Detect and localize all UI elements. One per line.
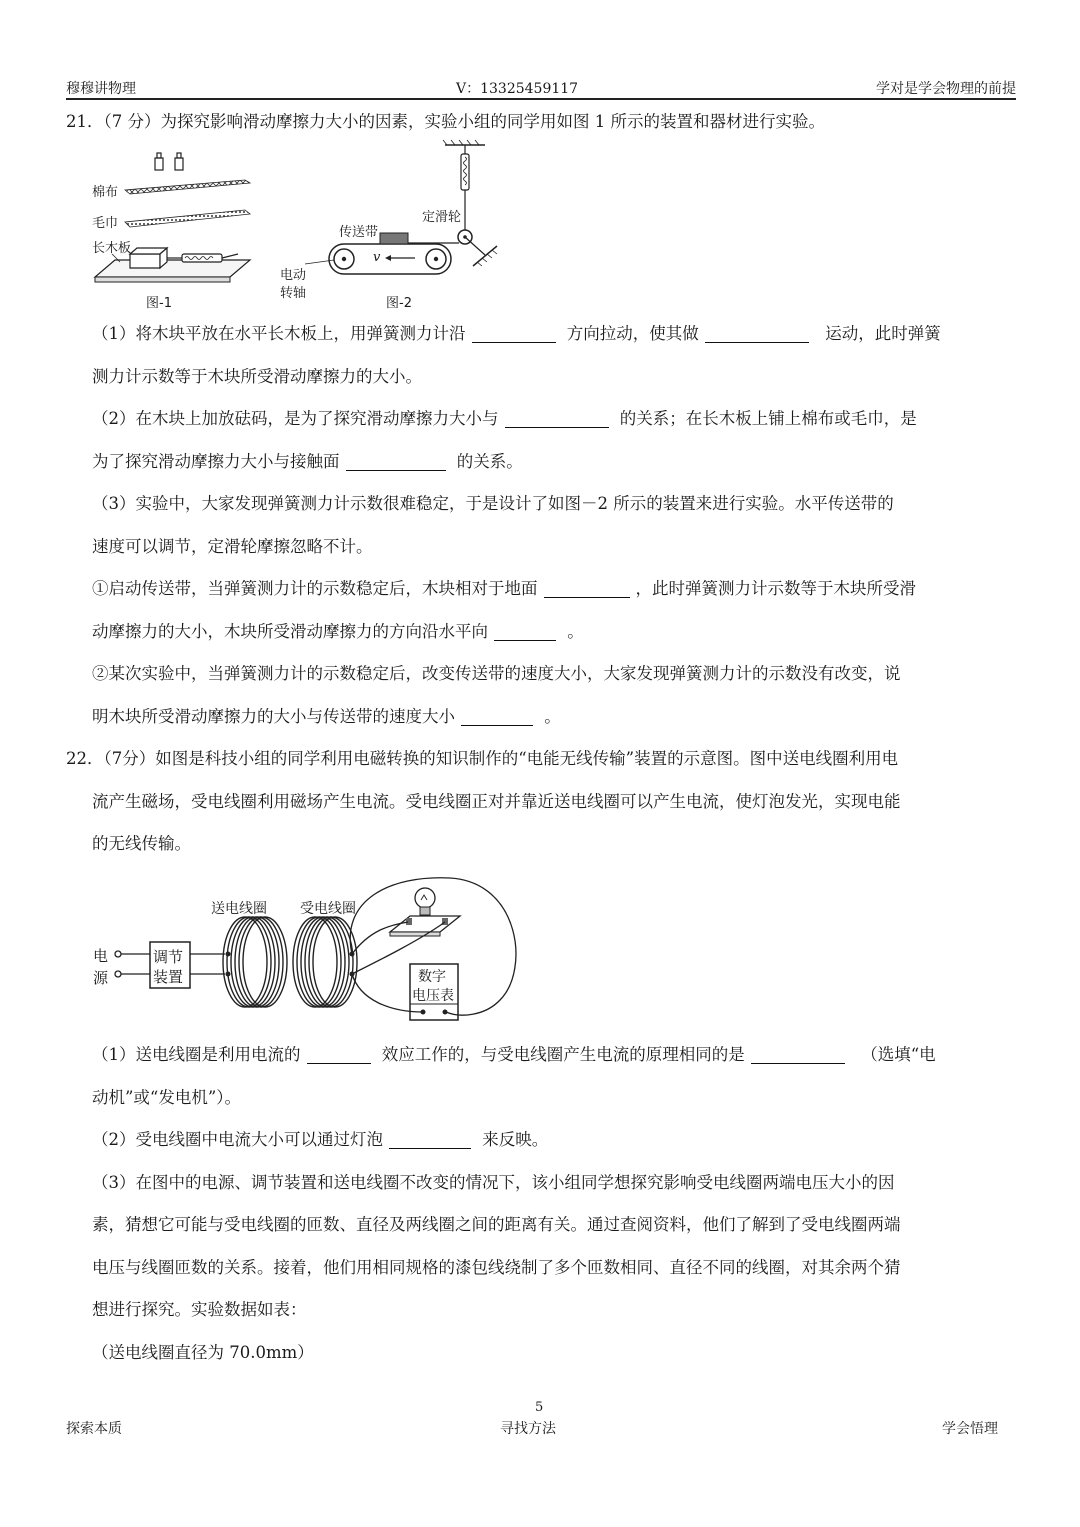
answer-blank[interactable] — [307, 1045, 371, 1064]
caption-fig1: 图-1 — [146, 296, 172, 311]
label-cotton: 棉布 — [92, 185, 119, 200]
towel — [125, 210, 250, 227]
answer-blank[interactable] — [494, 622, 556, 641]
answer-blank[interactable] — [461, 707, 533, 726]
q22-note: （送电线圈直径为 70.0mm） — [92, 1343, 314, 1362]
header-right: 学对是学会物理的前提 — [876, 81, 1016, 97]
q21-part2-line1: （2）在木块上加放砝码，是为了探究滑动摩擦力大小与 的关系；在长木板上铺上棉布或毛巾，是 — [92, 409, 917, 428]
label-motor-shaft-1: 电动 — [280, 268, 307, 283]
label-velocity: v — [373, 250, 381, 265]
q21-part3-sub2-line1: ②某次实验中，当弹簧测力计的示数稳定后，改变传送带的速度大小，大家发现弹簧测力计的示数没有改变，说 — [92, 664, 901, 683]
label-receiving-coil: 受电线圈 — [300, 901, 356, 917]
fixed-pulley — [458, 230, 497, 266]
wood-block — [380, 233, 408, 244]
page-header — [66, 78, 1016, 100]
q21-part2-line2: 为了探究滑动摩擦力大小与接触面 的关系。 — [92, 452, 523, 471]
cotton-cloth — [125, 180, 250, 194]
q22-intro-line3: 的无线传输。 — [92, 834, 191, 853]
weight-icon — [155, 153, 183, 170]
q21-part3-sub1-line2: 动摩擦力的大小，木块所受滑动摩擦力的方向沿水平向 。 — [92, 622, 584, 641]
power-terminals — [115, 951, 150, 977]
label-towel: 毛巾 — [92, 216, 119, 231]
ceiling-mount — [443, 140, 485, 154]
q22-intro-line2: 流产生磁场，受电线圈利用磁场产生电流。受电线圈正对并靠近送电线圈可以产生电流，使灯泡发光，实现电能 — [92, 792, 901, 811]
figure-2 — [325, 140, 505, 290]
answer-blank[interactable] — [705, 324, 809, 343]
q21-part1-line1: （1）将木块平放在水平长木板上，用弹簧测力计沿 方向拉动，使其做 运动，此时弹簧 — [92, 324, 941, 343]
q21-part3-line1: （3）实验中，大家发现弹簧测力计示数很难稳定，于是设计了如图－2 所示的装置来进行实验。水平传送带的 — [92, 494, 894, 513]
q22-part1-line2: 动机”或“发电机”）。 — [92, 1088, 242, 1107]
footer-left: 探索本质 — [66, 1421, 122, 1437]
sending-coil — [223, 917, 287, 1007]
page-number: 5 — [535, 1400, 544, 1415]
q22-part1-line1: （1）送电线圈是利用电流的 效应工作的，与受电线圈产生电流的原理相同的是 （选填“电 — [92, 1045, 936, 1064]
footer-middle: 寻找方法 — [500, 1421, 556, 1437]
answer-blank[interactable] — [544, 579, 630, 598]
answer-blank[interactable] — [346, 452, 446, 471]
q21-intro: 21．（7 分）为探究影响滑动摩擦力大小的因素，实验小组的同学用如图 1 所示的装置和器材进行实验。 — [66, 112, 825, 131]
label-voltmeter-1: 数字 — [418, 969, 446, 985]
label-power-2: 源 — [93, 969, 109, 987]
label-motor-shaft-2: 转轴 — [280, 286, 307, 301]
header-middle: V：13325459117 — [456, 81, 579, 97]
answer-blank[interactable] — [472, 324, 556, 343]
header-left: 穆穆讲物理 — [66, 81, 136, 97]
q22-part2: （2）受电线圈中电流大小可以通过灯泡 来反映。 — [92, 1130, 549, 1149]
answer-blank[interactable] — [505, 409, 609, 428]
wood-block — [130, 248, 167, 268]
label-fixed-pulley: 定滑轮 — [422, 210, 462, 225]
q21-part3-sub1-line1: ①启动传送带，当弹簧测力计的示数稳定后，木块相对于地面 ，此时弹簧测力计示数等于木块所受滑 — [92, 579, 916, 598]
label-power-1: 电 — [93, 947, 109, 965]
label-long-board: 长木板 — [92, 241, 132, 256]
label-conveyor-belt: 传送带 — [339, 225, 379, 240]
answer-blank[interactable] — [389, 1130, 471, 1149]
q22-intro-line1: 22．（7分）如图是科技小组的同学利用电磁转换的知识制作的“电能无线传输”装置的示意图。图中送电线圈利用电 — [66, 749, 899, 768]
q22-part3-line1: （3）在图中的电源、调节装置和送电线圈不改变的情况下，该小组同学想探究影响受电线圈两端电压大小的因 — [92, 1173, 895, 1192]
q22-part3-line4: 想进行探究。实验数据如表： — [92, 1300, 307, 1319]
q21-part1-line2: 测力计示数等于木块所受滑动摩擦力的大小。 — [92, 367, 422, 386]
q21-part3-sub2-line2: 明木块所受滑动摩擦力的大小与传送带的速度大小 。 — [92, 707, 561, 726]
q22-part3-line2: 素，猜想它可能与受电线圈的匝数、直径及两线圈之间的距离有关。通过查阅资料，他们了解到了受电线圈两端 — [92, 1215, 901, 1234]
light-bulb-icon — [390, 888, 460, 936]
receiving-coil — [293, 917, 357, 1007]
footer-right: 学会悟理 — [942, 1421, 998, 1437]
q21-part3-line2: 速度可以调节，定滑轮摩擦忽略不计。 — [92, 537, 373, 556]
caption-fig2: 图-2 — [386, 296, 412, 311]
label-sending-coil: 送电线圈 — [211, 901, 267, 917]
q22-part3-line3: 电压与线圈匝数的关系。接着，他们用相同规格的漆包线绕制了多个匝数相同、直径不同的线圈，对其余两个猜 — [92, 1258, 901, 1277]
label-voltmeter-2: 电压表 — [412, 988, 454, 1004]
label-adjust-2: 装置 — [153, 968, 184, 986]
label-adjust-1: 调节 — [153, 948, 184, 966]
spring-scale-icon — [461, 154, 469, 230]
answer-blank[interactable] — [751, 1045, 845, 1064]
